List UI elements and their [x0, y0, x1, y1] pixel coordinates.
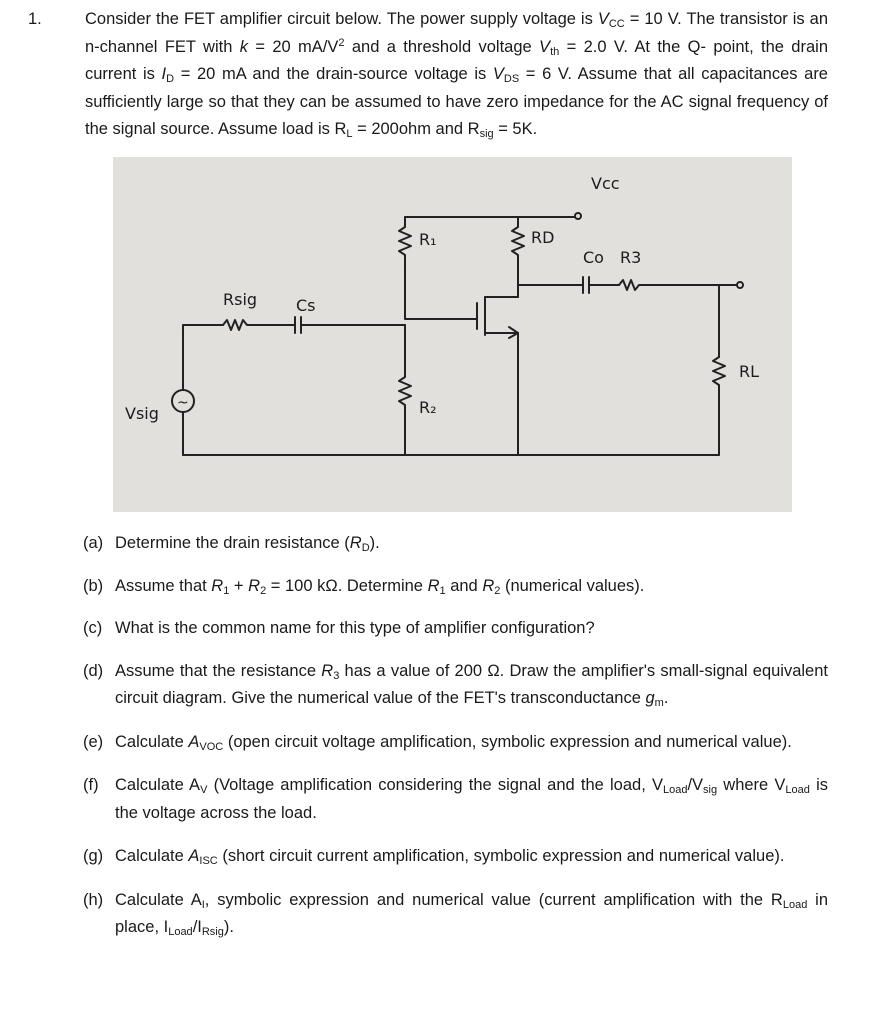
r1-resistor [399, 217, 411, 267]
r3-label: R3 [620, 248, 642, 267]
gate-wire [405, 267, 477, 319]
input-wire [183, 325, 223, 331]
question-c: (c) What is the common name for this type of amplifier configuration? [83, 619, 595, 637]
output-terminal [737, 282, 743, 288]
rsig-label: Rsig [223, 290, 258, 309]
intro-paragraph: Consider the FET amplifier circuit below. The power supply voltage is $V_{CC} = 10$ V. The transistor is an n-channel FET with k = 20 $mA/V^2$ and a threshold voltage $V_{th} = 2.0$ V. At the Q- point, the drain current is $I_D = 20$ mA and the drain-source voltage is $V_{DS} = 6$ V. Assume that all capacitances are sufficiently large so that they can be assumed to have zero impedance for the AC signal frequency of the signal source. Assume load is $R_L = 200ohm$ and $R_{sig} = 5K$. [85, 10, 829, 140]
r1-label: R₁ [419, 230, 437, 249]
question-f: (f) Calculate $A_V$ (Voltage amplification considering the signal and the load, $V_{Load}/V_{sig}$ where $V_{Load}$ is the voltage across the load. [83, 776, 829, 822]
question-e: (e) Calculate $A_{VOC}$ (open circuit voltage amplification, symbolic expression and numerical value). [83, 732, 792, 753]
r2-resistor [399, 325, 411, 455]
vcc-terminal [575, 213, 581, 219]
vcc-label: Vcc [591, 174, 620, 193]
rd-label: RD [531, 228, 555, 247]
question-g: (g) Calculate $A_{ISC}$ (short circuit current amplification, symbolic expression and numerical value). [83, 847, 785, 867]
vsig-label: Vsig [125, 404, 159, 423]
problem-intro [85, 6, 828, 144]
r2-label: R₂ [419, 398, 437, 417]
questions-list [83, 530, 828, 942]
vsig-symbol: ~ [177, 395, 189, 411]
circuit-photo [113, 157, 792, 512]
co-label: Co [583, 248, 604, 267]
problem-statement [28, 6, 828, 144]
circuit-diagram [113, 157, 792, 512]
question-h: (h) Calculate $A_I$, symbolic expression and numerical value (current amplification with the $R_{Load}$ in place, $I_{Load}/I_{Rsig}$). [83, 890, 828, 938]
question-d: (d) Assume that the resistance $R_3$ has a value of 200 Ω. Draw the amplifier's small-signal equivalent circuit diagram. Give the numerical value of the FET's transconductance $g_m$. [83, 661, 828, 709]
rl-label: RL [739, 362, 760, 381]
rsig-resistor [223, 320, 295, 330]
rl-resistor [713, 357, 725, 455]
problem-number: 1. [28, 10, 42, 28]
question-b: (b) Assume that $R_1 + R_2 = 100$ kΩ. Determine $R_1$ and $R_2$ (numerical values). [83, 576, 645, 597]
question-a: (a) Determine the drain resistance $(R_D)$. [83, 534, 380, 554]
mosfet-drain-lead [485, 297, 518, 305]
cs-label: Cs [296, 296, 316, 315]
